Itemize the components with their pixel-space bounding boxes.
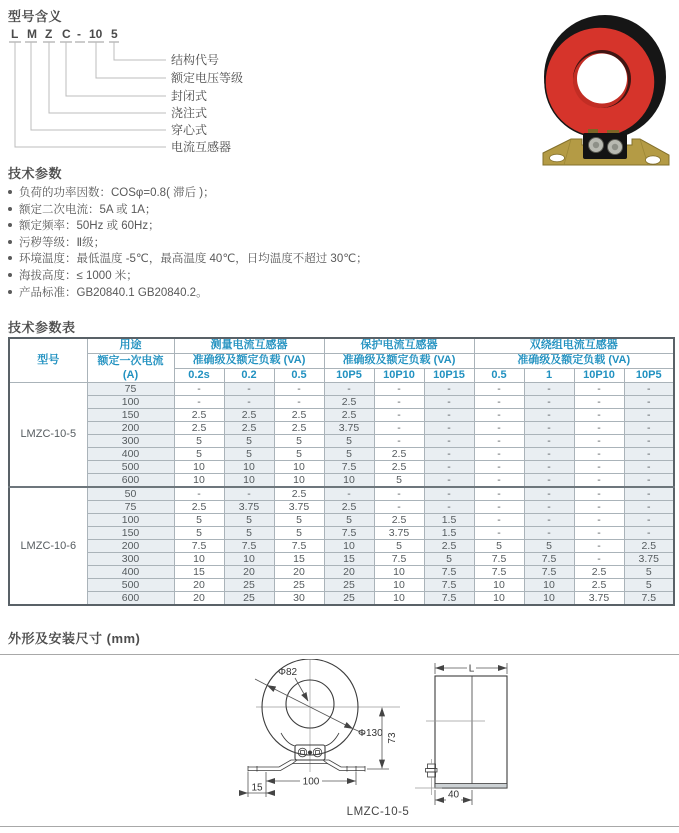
burden-value-cell: - [574, 539, 624, 552]
burden-value-cell: 5 [324, 447, 374, 460]
burden-value-cell: 5 [224, 526, 274, 539]
burden-value-cell: 7.5 [474, 565, 524, 578]
burden-value-cell: 5 [274, 526, 324, 539]
burden-value-cell: - [174, 395, 224, 408]
burden-value-cell: - [274, 382, 324, 395]
col-header-accuracy-class: 0.5 [274, 368, 324, 382]
burden-value-cell: 20 [324, 565, 374, 578]
col-header-accuracy-burden: 准确级及额定负载 (VA) [324, 353, 474, 368]
toroid-ring-image [544, 15, 666, 139]
burden-value-cell: 3.75 [574, 591, 624, 605]
tech-param-item: 额定频率：50Hz 或 60Hz； [8, 218, 568, 235]
burden-value-cell: 5 [224, 434, 274, 447]
col-header-group: 双绕组电流互感器 [474, 338, 674, 353]
dim-label-offset: 15 [251, 782, 263, 794]
burden-value-cell: 7.5 [524, 552, 574, 565]
primary-current-cell: 300 [87, 552, 174, 565]
burden-value-cell: - [424, 395, 474, 408]
col-header-accuracy-class: 10P10 [374, 368, 424, 382]
burden-value-cell: - [424, 408, 474, 421]
burden-value-cell: - [324, 487, 374, 501]
burden-value-cell: - [424, 460, 474, 473]
dim-label-inner-diameter: Φ82 [278, 667, 298, 678]
burden-value-cell: 1.5 [424, 526, 474, 539]
burden-value-cell: - [624, 421, 674, 434]
primary-current-cell: 500 [87, 460, 174, 473]
burden-value-cell: 15 [324, 552, 374, 565]
burden-value-cell: 7.5 [324, 526, 374, 539]
spec-table [8, 337, 675, 606]
burden-value-cell: - [474, 526, 524, 539]
burden-value-cell: 5 [424, 552, 474, 565]
tech-param-item: 污秽等级：Ⅱ级； [8, 235, 568, 252]
burden-value-cell: 2.5 [324, 500, 374, 513]
burden-value-cell: 2.5 [224, 408, 274, 421]
burden-value-cell: - [374, 421, 424, 434]
burden-value-cell: - [374, 395, 424, 408]
burden-value-cell: 7.5 [324, 460, 374, 473]
burden-value-cell: 7.5 [174, 539, 224, 552]
product-photo [538, 12, 676, 170]
code-connector-lines [15, 42, 166, 147]
col-header-accuracy-class: 0.2s [174, 368, 224, 382]
tech-param-item: 环境温度：最低温度 -5℃，最高温度 40℃，日均温度不超过 30℃； [8, 251, 568, 268]
col-header-accuracy-class: 0.2 [224, 368, 274, 382]
primary-current-cell: 500 [87, 578, 174, 591]
burden-value-cell: - [524, 526, 574, 539]
table-row [9, 513, 674, 526]
burden-value-cell: - [624, 460, 674, 473]
col-header-accuracy-class: 10P15 [424, 368, 474, 382]
burden-value-cell: - [524, 395, 574, 408]
burden-value-cell: 10 [474, 591, 524, 605]
burden-value-cell: - [574, 395, 624, 408]
code-char: Z [45, 27, 53, 41]
primary-current-cell: 600 [87, 591, 174, 605]
burden-value-cell: - [374, 487, 424, 501]
model-code-diagram [8, 27, 368, 159]
code-label: 结构代号 [171, 53, 220, 67]
burden-value-cell: - [524, 473, 574, 487]
burden-value-cell: - [424, 487, 474, 501]
burden-value-cell: 25 [324, 578, 374, 591]
code-char: M [27, 27, 37, 41]
burden-value-cell: - [624, 395, 674, 408]
burden-value-cell: 30 [274, 591, 324, 605]
burden-value-cell: 25 [224, 591, 274, 605]
burden-value-cell: - [624, 473, 674, 487]
burden-value-cell: - [274, 395, 324, 408]
burden-value-cell: - [174, 487, 224, 501]
burden-value-cell: - [524, 487, 574, 501]
section-title-spec-table: 技术参数表 [8, 320, 76, 335]
burden-value-cell: - [424, 473, 474, 487]
front-view [239, 659, 400, 797]
burden-value-cell: 2.5 [274, 421, 324, 434]
burden-value-cell: - [524, 408, 574, 421]
burden-value-cell: - [424, 382, 474, 395]
burden-value-cell: 10 [224, 473, 274, 487]
burden-value-cell: 15 [274, 552, 324, 565]
burden-value-cell: 5 [174, 434, 224, 447]
burden-value-cell: 2.5 [374, 513, 424, 526]
burden-value-cell: 5 [224, 447, 274, 460]
model-cell: LMZC-10-5 [9, 382, 87, 487]
burden-value-cell: 5 [624, 565, 674, 578]
primary-current-cell: 400 [87, 565, 174, 578]
burden-value-cell: - [574, 487, 624, 501]
burden-value-cell: 10 [274, 460, 324, 473]
burden-value-cell: - [574, 500, 624, 513]
burden-value-cell: 5 [274, 434, 324, 447]
burden-value-cell: - [624, 487, 674, 501]
table-row [9, 473, 674, 487]
burden-value-cell: - [474, 408, 524, 421]
section-title-model-meaning: 型号含义 [8, 9, 63, 24]
burden-value-cell: 5 [624, 578, 674, 591]
burden-value-cell: - [624, 513, 674, 526]
burden-value-cell: - [574, 434, 624, 447]
table-row [9, 408, 674, 421]
burden-value-cell: 2.5 [574, 578, 624, 591]
burden-value-cell: 10 [224, 552, 274, 565]
col-header-primary-current: 额定一次电流 (A) [87, 353, 174, 382]
burden-value-cell: 5 [174, 526, 224, 539]
burden-value-cell: 2.5 [424, 539, 474, 552]
dim-label-depth: 40 [447, 789, 460, 801]
dimension-drawing-svg [8, 659, 671, 809]
table-row [9, 421, 674, 434]
table-row [9, 526, 674, 539]
burden-value-cell: - [574, 382, 624, 395]
table-row [9, 447, 674, 460]
table-row [9, 434, 674, 447]
tech-param-item: 额定二次电流：5A 或 1A； [8, 202, 568, 219]
primary-current-cell: 200 [87, 421, 174, 434]
burden-value-cell: 10 [524, 578, 574, 591]
burden-value-cell: - [374, 434, 424, 447]
col-header-accuracy-class: 10P10 [574, 368, 624, 382]
burden-value-cell: 1.5 [424, 513, 474, 526]
burden-value-cell: - [574, 408, 624, 421]
burden-value-cell: 3.75 [224, 500, 274, 513]
code-char: C [62, 27, 71, 41]
burden-value-cell: 25 [324, 591, 374, 605]
burden-value-cell: - [224, 382, 274, 395]
burden-value-cell: 2.5 [174, 421, 224, 434]
burden-value-cell: - [374, 382, 424, 395]
burden-value-cell: - [624, 447, 674, 460]
burden-value-cell: - [524, 382, 574, 395]
burden-value-cell: 7.5 [424, 565, 474, 578]
dim-label-height: 73 [387, 732, 398, 744]
drawing-caption: LMZC-10-5 [346, 806, 410, 818]
col-header-usage: 用途 [87, 338, 174, 353]
burden-value-cell: - [474, 395, 524, 408]
primary-current-cell: 400 [87, 447, 174, 460]
dim-label-hole-spacing: 100 [302, 776, 320, 788]
col-header-model: 型号 [9, 338, 87, 382]
table-row [9, 487, 674, 501]
burden-value-cell: 10 [524, 591, 574, 605]
burden-value-cell: - [524, 513, 574, 526]
burden-value-cell: - [624, 408, 674, 421]
burden-value-cell: - [524, 447, 574, 460]
burden-value-cell: 10 [174, 473, 224, 487]
burden-value-cell: 7.5 [274, 539, 324, 552]
col-header-accuracy-class: 10P5 [624, 368, 674, 382]
code-label: 封闭式 [171, 89, 208, 103]
burden-value-cell: 5 [274, 513, 324, 526]
primary-current-cell: 600 [87, 473, 174, 487]
burden-value-cell: 3.75 [324, 421, 374, 434]
burden-value-cell: - [374, 408, 424, 421]
table-row [9, 578, 674, 591]
burden-value-cell: 5 [224, 513, 274, 526]
burden-value-cell: - [524, 500, 574, 513]
burden-value-cell: 10 [274, 473, 324, 487]
burden-value-cell: - [574, 460, 624, 473]
table-row [9, 552, 674, 565]
burden-value-cell: 7.5 [374, 552, 424, 565]
burden-value-cell: 7.5 [424, 578, 474, 591]
burden-value-cell: 2.5 [624, 539, 674, 552]
burden-value-cell: 10 [374, 578, 424, 591]
burden-value-cell: 2.5 [324, 408, 374, 421]
table-row [9, 460, 674, 473]
burden-value-cell: 5 [274, 447, 324, 460]
primary-current-cell: 300 [87, 434, 174, 447]
primary-current-cell: 200 [87, 539, 174, 552]
burden-value-cell: 25 [224, 578, 274, 591]
burden-value-cell: 10 [474, 578, 524, 591]
table-row [9, 382, 674, 395]
primary-current-cell: 150 [87, 526, 174, 539]
burden-value-cell: 3.75 [624, 552, 674, 565]
burden-value-cell: - [374, 500, 424, 513]
burden-value-cell: 25 [274, 578, 324, 591]
primary-current-cell: 100 [87, 395, 174, 408]
burden-value-cell: - [474, 500, 524, 513]
tech-param-item: 负荷的功率因数：COSφ=0.8( 滞后 )； [8, 185, 568, 202]
burden-value-cell: 2.5 [274, 487, 324, 501]
burden-value-cell: - [524, 434, 574, 447]
burden-value-cell: 10 [374, 565, 424, 578]
side-view [415, 663, 507, 805]
code-label: 额定电压等级 [171, 71, 244, 85]
primary-current-cell: 75 [87, 382, 174, 395]
burden-value-cell: - [224, 395, 274, 408]
burden-value-cell: 5 [174, 513, 224, 526]
burden-value-cell: - [624, 382, 674, 395]
burden-value-cell: - [474, 513, 524, 526]
burden-value-cell: - [574, 473, 624, 487]
burden-value-cell: - [174, 382, 224, 395]
burden-value-cell: 2.5 [224, 421, 274, 434]
burden-value-cell: 2.5 [374, 447, 424, 460]
burden-value-cell: 20 [274, 565, 324, 578]
burden-value-cell: - [574, 513, 624, 526]
burden-value-cell: 7.5 [424, 591, 474, 605]
burden-value-cell: 10 [324, 539, 374, 552]
code-label: 浇注式 [171, 106, 208, 120]
burden-value-cell: 5 [324, 513, 374, 526]
burden-value-cell: - [524, 421, 574, 434]
burden-value-cell: - [424, 500, 474, 513]
tech-param-item: 海拔高度：≤ 1000 米； [8, 268, 568, 285]
burden-value-cell: 10 [224, 460, 274, 473]
col-header-accuracy-class: 10P5 [324, 368, 374, 382]
burden-value-cell: 5 [524, 539, 574, 552]
burden-value-cell: - [574, 447, 624, 460]
burden-value-cell: 7.5 [474, 552, 524, 565]
col-header-group: 保护电流互感器 [324, 338, 474, 353]
burden-value-cell: - [424, 434, 474, 447]
primary-current-cell: 100 [87, 513, 174, 526]
burden-value-cell: 15 [174, 565, 224, 578]
table-row [9, 591, 674, 605]
col-header-accuracy-class: 0.5 [474, 368, 524, 382]
burden-value-cell: 2.5 [374, 460, 424, 473]
burden-value-cell: 7.5 [624, 591, 674, 605]
burden-value-cell: - [624, 526, 674, 539]
burden-value-cell: 5 [324, 434, 374, 447]
code-label: 穿心式 [171, 123, 208, 137]
burden-value-cell: - [574, 552, 624, 565]
burden-value-cell: 20 [174, 591, 224, 605]
burden-value-cell: - [624, 434, 674, 447]
burden-value-cell: - [524, 460, 574, 473]
burden-value-cell: 2.5 [174, 500, 224, 513]
tech-param-item: 产品标准：GB20840.1 GB20840.2。 [8, 285, 568, 302]
burden-value-cell: 7.5 [224, 539, 274, 552]
table-row [9, 395, 674, 408]
burden-value-cell: 20 [174, 578, 224, 591]
burden-value-cell: 10 [324, 473, 374, 487]
burden-value-cell: 2.5 [324, 395, 374, 408]
burden-value-cell: - [474, 382, 524, 395]
dimension-drawings [0, 654, 679, 827]
col-header-accuracy-class: 1 [524, 368, 574, 382]
burden-value-cell: 2.5 [274, 408, 324, 421]
burden-value-cell: 5 [474, 539, 524, 552]
code-char: L [11, 27, 19, 41]
dim-label-width: L [468, 663, 475, 675]
terminal-block-image [583, 129, 627, 159]
burden-value-cell: 2.5 [174, 408, 224, 421]
dim-label-outer-diameter: Φ130 [358, 728, 383, 739]
burden-value-cell: - [324, 382, 374, 395]
burden-value-cell: 3.75 [274, 500, 324, 513]
section-title-dimensions: 外形及安装尺寸 (mm) [8, 631, 141, 646]
model-cell: LMZC-10-6 [9, 487, 87, 605]
burden-value-cell: 2.5 [574, 565, 624, 578]
burden-value-cell: 3.75 [374, 526, 424, 539]
burden-value-cell: - [224, 487, 274, 501]
burden-value-cell: 5 [374, 539, 424, 552]
burden-value-cell: - [424, 421, 474, 434]
burden-value-cell: - [624, 500, 674, 513]
burden-value-cell: 10 [174, 552, 224, 565]
burden-value-cell: - [574, 421, 624, 434]
burden-value-cell: - [474, 473, 524, 487]
code-char: - [77, 27, 81, 41]
col-header-group: 测量电流互感器 [174, 338, 324, 353]
burden-value-cell: - [474, 421, 524, 434]
burden-value-cell: - [474, 460, 524, 473]
primary-current-cell: 75 [87, 500, 174, 513]
burden-value-cell: - [474, 487, 524, 501]
burden-value-cell: - [424, 447, 474, 460]
primary-current-cell: 50 [87, 487, 174, 501]
table-row [9, 539, 674, 552]
burden-value-cell: 5 [174, 447, 224, 460]
code-char: 10 [89, 27, 103, 41]
col-header-accuracy-burden: 准确级及额定负载 (VA) [174, 353, 324, 368]
burden-value-cell: 5 [374, 473, 424, 487]
code-char: 5 [111, 27, 118, 41]
burden-value-cell: - [474, 434, 524, 447]
burden-value-cell: 10 [174, 460, 224, 473]
tech-params-list [8, 185, 568, 301]
burden-value-cell: - [574, 526, 624, 539]
burden-value-cell: 10 [374, 591, 424, 605]
section-title-tech-params: 技术参数 [8, 166, 63, 181]
col-header-accuracy-burden: 准确级及额定负载 (VA) [474, 353, 674, 368]
burden-value-cell: 7.5 [524, 565, 574, 578]
table-row [9, 565, 674, 578]
burden-value-cell: 20 [224, 565, 274, 578]
burden-value-cell: - [474, 447, 524, 460]
table-row [9, 500, 674, 513]
primary-current-cell: 150 [87, 408, 174, 421]
code-label: 电流互感器 [171, 140, 232, 154]
